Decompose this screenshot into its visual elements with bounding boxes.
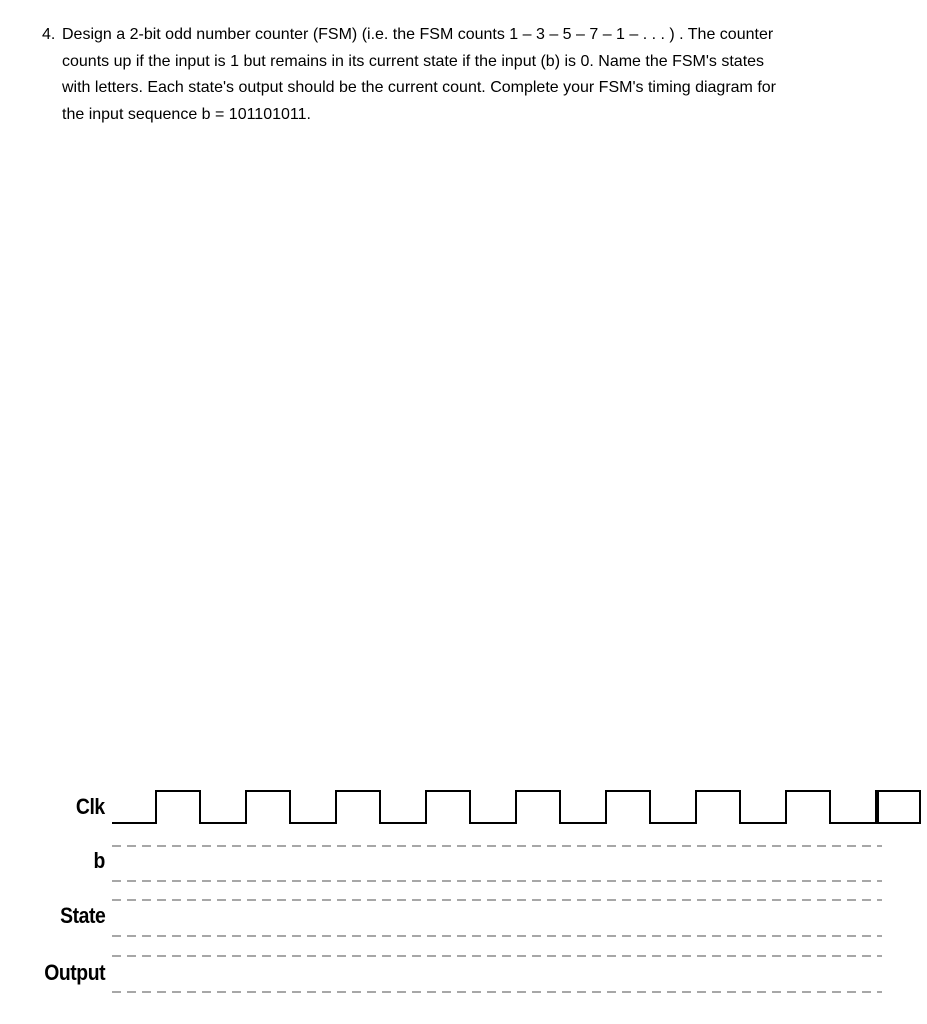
problem-line-1: 4. Design a 2-bit odd number counter (FSM) (i.e. the FSM counts 1 – 3 – 5 – 7 – 1 – . . . ) . The counter [42, 22, 872, 49]
timing-waveforms [0, 760, 927, 1024]
state-label: State [59, 903, 105, 928]
clk-waveform [112, 791, 920, 823]
problem-line-2: counts up if the input is 1 but remains in its current state if the input (b) is 0. Name the FSM's states [62, 52, 765, 70]
problem-line-4: the input sequence b = 101101011. [62, 105, 311, 123]
problem-statement [42, 22, 872, 128]
output-label: Output [44, 960, 105, 985]
clk-label: Clk [76, 794, 105, 819]
problem-number: 4. [42, 26, 56, 43]
b-label: b [93, 848, 105, 873]
timing-diagram [0, 760, 927, 1024]
problem-line-3: with letters. Each state's output should be the current count. Complete your FSM's timing diagram for [62, 79, 776, 96]
